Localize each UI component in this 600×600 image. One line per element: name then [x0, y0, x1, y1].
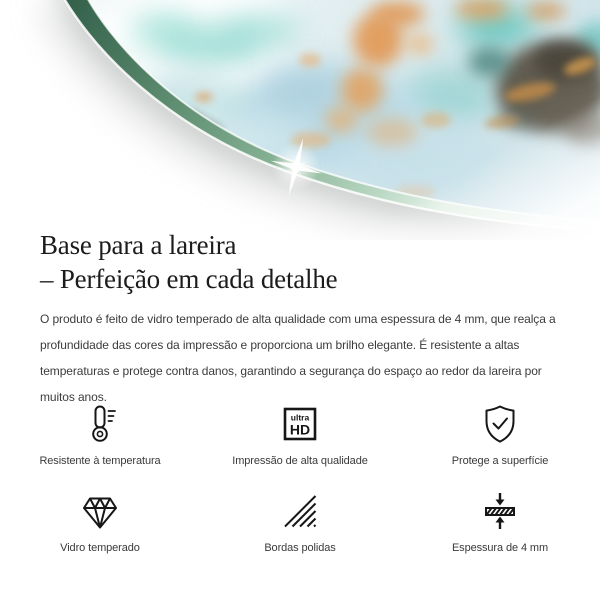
- feature-label: Espessura de 4 mm: [451, 542, 549, 554]
- feature-label: Protege a superfície: [451, 455, 549, 467]
- feature-tempered-glass: [0, 488, 200, 554]
- feature-label: Resistente à temperatura: [39, 455, 161, 467]
- thermometer-icon: [78, 401, 122, 447]
- ultra-hd-icon-text-bottom: HD: [289, 421, 311, 438]
- feature-surface-protection: [400, 401, 600, 467]
- ultra-hd-icon-text-top: ultra: [290, 412, 310, 423]
- diamond-icon: [78, 488, 122, 534]
- features-grid: [0, 401, 600, 554]
- white-fade-overlay: [0, 0, 600, 240]
- page-title: [40, 228, 337, 296]
- polished-edges-icon: [278, 488, 322, 534]
- feature-high-quality-print: [200, 401, 400, 467]
- hero-product-image: [0, 0, 600, 240]
- product-description-text: O produto é feito de vidro temperado de alta qualidade com uma espessura de 4 mm, que realça a profundidade das cores da impressão e proporciona um brilho elegante. É resistente a altas temperaturas e protege contra danos, garantindo a segurança do espaço ao redor da lareira por muitos anos.: [40, 312, 556, 404]
- feature-label: Impressão de alta qualidade: [232, 455, 368, 467]
- page-title-line1: Base para a lareira: [40, 230, 237, 260]
- feature-thickness: [400, 488, 600, 554]
- feature-polished-edges: [200, 488, 400, 554]
- page-title-line2: – Perfeição em cada detalhe: [40, 264, 338, 294]
- feature-label: Vidro temperado: [60, 542, 140, 554]
- feature-temperature-resistant: [0, 401, 200, 467]
- ultra-hd-icon: [278, 401, 322, 447]
- feature-label: Bordas polidas: [264, 542, 336, 554]
- thickness-icon: [478, 488, 522, 534]
- shield-check-icon: [478, 401, 522, 447]
